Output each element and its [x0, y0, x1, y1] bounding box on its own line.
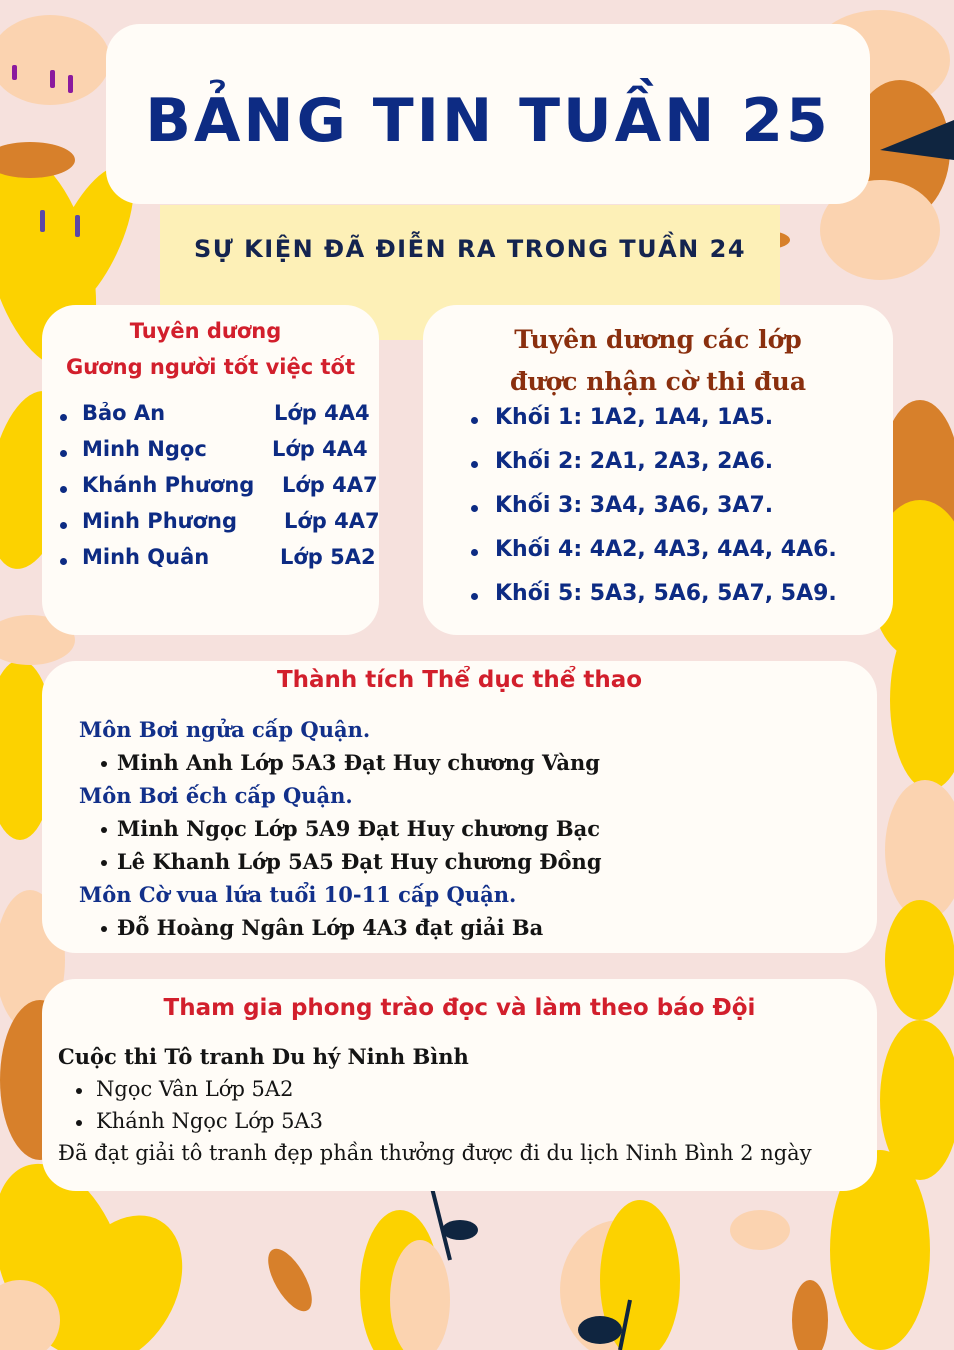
subtitle: SỰ KIỆN ĐÃ ĐIỄN RA TRONG TUẦN 24 — [193, 235, 747, 263]
student-class: Lớp 4A7 — [282, 473, 378, 497]
sports-heading: Thành tích Thể dục thể thao — [276, 667, 643, 693]
bullet-icon — [471, 505, 478, 512]
grade-text: Khối 3: 3A4, 3A6, 3A7. — [495, 493, 774, 518]
heading-line-2: Gương người tốt việc tốt — [66, 355, 355, 379]
student-name: Minh Phương — [82, 509, 238, 533]
heading-line-1: Tuyên dương các lớp — [514, 325, 802, 354]
sports-card — [42, 661, 877, 953]
list-item — [471, 537, 837, 581]
student-name: Minh Quân — [82, 545, 210, 569]
achievement-text: Minh Ngọc Lớp 5A9 Đạt Huy chương Bạc — [117, 816, 600, 841]
student-class: Lớp 4A7 — [284, 509, 380, 533]
student-name: Khánh Phương — [82, 473, 255, 497]
emulation-flags-heading — [423, 319, 893, 403]
contest-title: Cuộc thi Tô tranh Du hý Ninh Bình — [58, 1044, 469, 1069]
grade-list — [471, 405, 837, 625]
list-item — [79, 911, 602, 944]
student-name: Minh Ngọc — [82, 437, 207, 461]
list-item — [471, 493, 837, 537]
list-item — [79, 812, 602, 845]
winner-text: Ngọc Vân Lớp 5A2 — [96, 1077, 294, 1101]
grade-text: Khối 5: 5A3, 5A6, 5A7, 5A9. — [495, 581, 837, 606]
sport-category: Môn Cờ vua lứa tuổi 10-11 cấp Quận. — [79, 882, 517, 907]
grade-text: Khối 2: 2A1, 2A3, 2A6. — [495, 449, 774, 474]
list-item — [58, 1073, 812, 1105]
good-deeds-card — [42, 305, 379, 635]
bullet-icon — [60, 414, 67, 421]
bullet-icon — [471, 593, 478, 600]
student-class: Lớp 4A4 — [272, 437, 368, 461]
emulation-flags-card — [423, 305, 893, 635]
list-item — [79, 845, 602, 878]
bullet-icon — [471, 461, 478, 468]
list-item — [58, 1105, 812, 1137]
prize-note: Đã đạt giải tô tranh đẹp phần thưởng được đi du lịch Ninh Bình 2 ngày — [58, 1141, 812, 1165]
grade-text: Khối 4: 4A2, 4A3, 4A4, 4A6. — [495, 537, 837, 562]
bullet-icon — [60, 558, 67, 565]
heading-line-1: Tuyên dương — [129, 319, 282, 343]
bullet-icon — [101, 860, 107, 866]
reading-card — [42, 979, 877, 1191]
sports-list — [79, 713, 602, 944]
bullet-icon — [471, 549, 478, 556]
grade-text: Khối 1: 1A2, 1A4, 1A5. — [495, 405, 774, 430]
winner-text: Khánh Ngọc Lớp 5A3 — [96, 1109, 323, 1133]
bullet-icon — [101, 761, 107, 767]
list-item — [471, 405, 837, 449]
achievement-text: Đỗ Hoàng Ngân Lớp 4A3 đạt giải Ba — [117, 915, 544, 940]
bullet-icon — [101, 827, 107, 833]
student-name: Bảo An — [82, 401, 166, 425]
bullet-icon — [60, 486, 67, 493]
achievement-text: Minh Anh Lớp 5A3 Đạt Huy chương Vàng — [117, 750, 600, 775]
reading-heading: Tham gia phong trào đọc và làm theo báo Đội — [163, 995, 756, 1021]
sport-category: Môn Bơi ếch cấp Quận. — [79, 783, 353, 808]
title-card — [106, 24, 870, 204]
list-item — [471, 581, 837, 625]
reading-content — [58, 1041, 812, 1169]
bullet-icon — [76, 1120, 82, 1126]
bullet-icon — [471, 417, 478, 424]
heading-line-2: được nhận cờ thi đua — [509, 367, 807, 396]
good-deeds-heading — [42, 313, 379, 385]
list-item — [79, 746, 602, 779]
achievement-text: Lê Khanh Lớp 5A5 Đạt Huy chương Đồng — [117, 849, 602, 874]
bullet-icon — [101, 926, 107, 932]
student-class: Lớp 5A2 — [280, 545, 376, 569]
list-item — [471, 449, 837, 493]
bullet-icon — [76, 1088, 82, 1094]
bullet-icon — [60, 450, 67, 457]
page-title: BẢNG TIN TUẦN 25 — [145, 86, 831, 156]
sport-category: Môn Bơi ngửa cấp Quận. — [79, 717, 371, 742]
student-class: Lớp 4A4 — [274, 401, 370, 425]
bullet-icon — [60, 522, 67, 529]
